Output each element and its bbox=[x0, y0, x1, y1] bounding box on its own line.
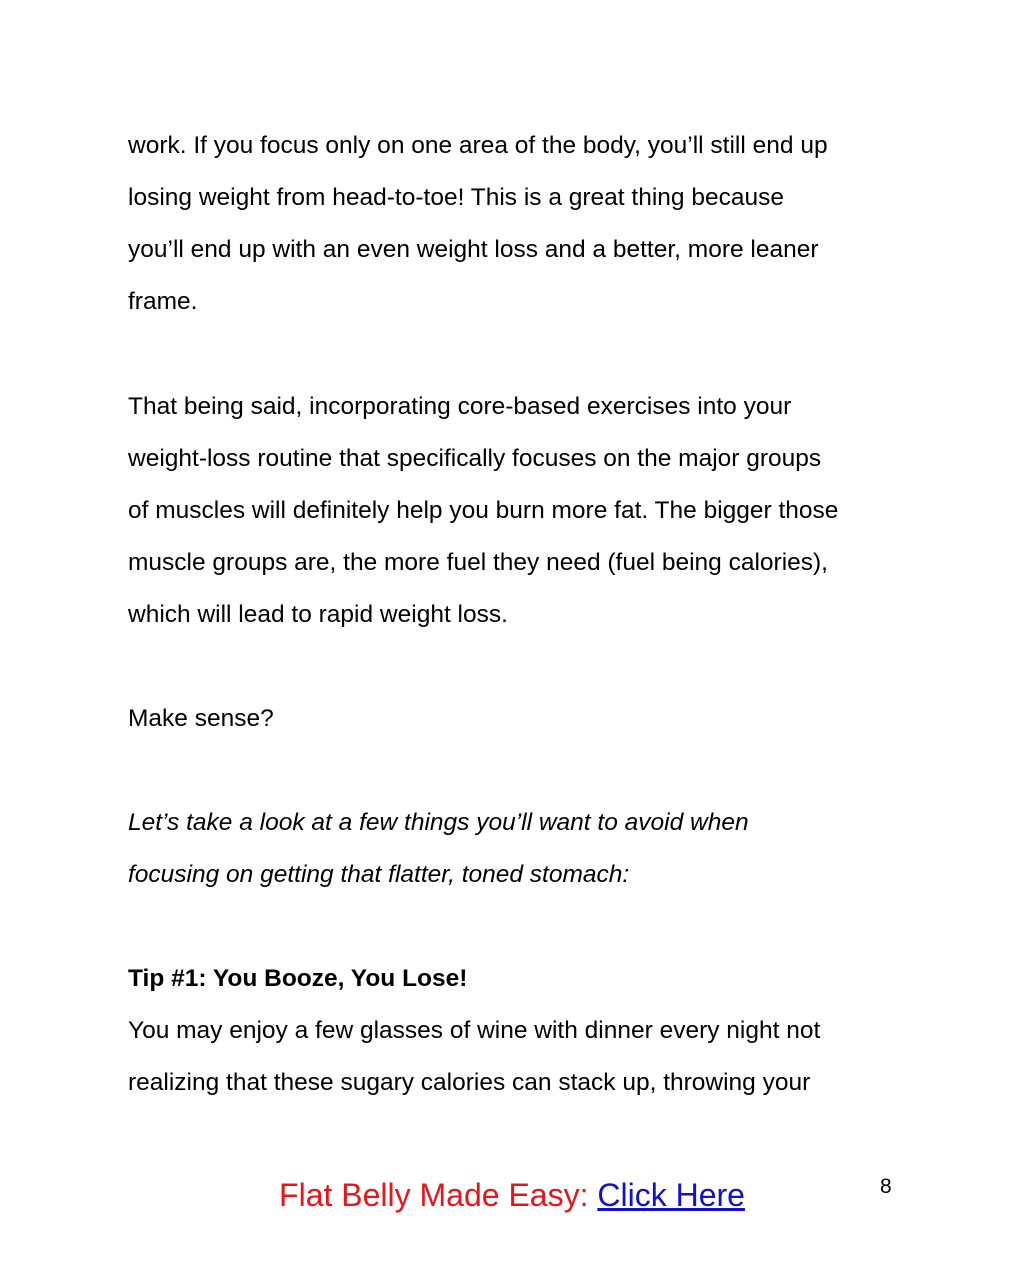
tip-heading: Tip #1: You Booze, You Lose! bbox=[128, 965, 468, 992]
text-line: of muscles will definitely help you burn more fat. The bigger those bbox=[128, 497, 839, 524]
text-line: That being said, incorporating core-based exercises into your bbox=[128, 393, 792, 420]
paragraph-core-exercises bbox=[128, 381, 908, 641]
paragraph-body-weight-loss bbox=[128, 120, 908, 328]
text-line: frame. bbox=[128, 288, 198, 315]
click-here-link[interactable]: Click Here bbox=[597, 1177, 745, 1213]
text-line: realizing that these sugary calories can stack up, throwing your bbox=[128, 1069, 811, 1096]
text-line: focusing on getting that flatter, toned stomach: bbox=[128, 861, 630, 888]
text-line: Make sense? bbox=[128, 705, 274, 732]
text-line: you’ll end up with an even weight loss and a better, more leaner bbox=[128, 236, 819, 263]
text-line: work. If you focus only on one area of the body, you’ll still end up bbox=[128, 132, 828, 159]
text-line: You may enjoy a few glasses of wine with dinner every night not bbox=[128, 1017, 821, 1044]
text-line: losing weight from head-to-toe! This is a great thing because bbox=[128, 184, 784, 211]
text-line: Let’s take a look at a few things you’ll want to avoid when bbox=[128, 809, 749, 836]
footer-label: Flat Belly Made Easy: bbox=[279, 1177, 598, 1213]
paragraph-make-sense bbox=[128, 693, 908, 745]
paragraph-tip-1 bbox=[128, 1005, 908, 1109]
footer-promo bbox=[0, 1170, 1024, 1220]
text-line: muscle groups are, the more fuel they need (fuel being calories), bbox=[128, 549, 828, 576]
page-number: 8 bbox=[880, 1175, 892, 1198]
paragraph-intro-italic bbox=[128, 797, 908, 901]
text-line: weight-loss routine that specifically focuses on the major groups bbox=[128, 445, 822, 472]
text-line: which will lead to rapid weight loss. bbox=[128, 601, 508, 628]
